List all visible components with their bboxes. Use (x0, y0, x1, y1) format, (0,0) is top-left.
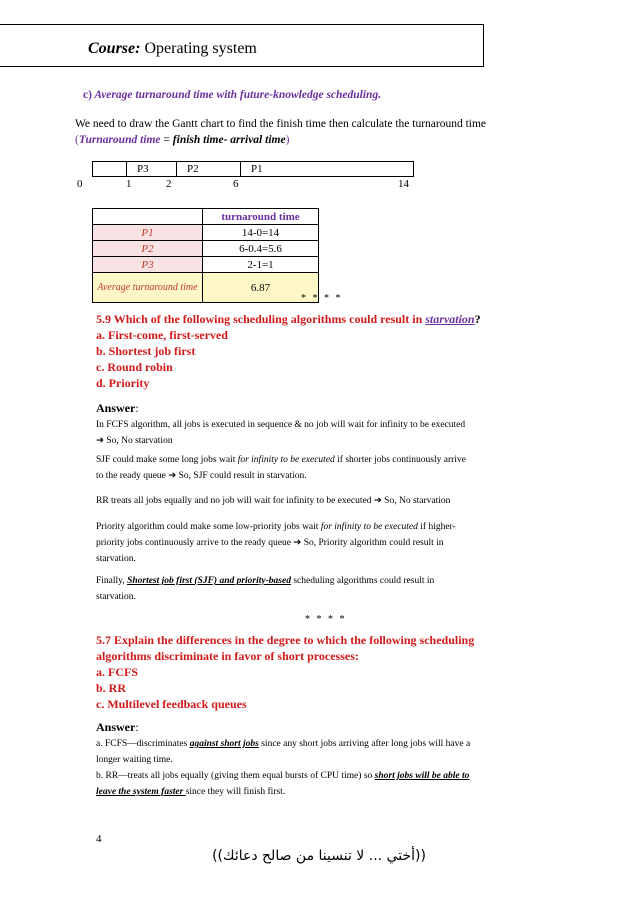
question-5-7-title (96, 632, 474, 664)
answer-label (96, 720, 139, 735)
gantt-tick: 6 (233, 178, 239, 190)
gantt-tick: 2 (166, 178, 172, 190)
option: a. First-come, first-served (96, 328, 228, 342)
option: d. Priority (96, 376, 150, 390)
section-c-letter: c) (83, 89, 92, 101)
table-row (93, 225, 319, 241)
gantt-cell: P1 (251, 163, 263, 175)
page-number: 4 (96, 833, 102, 845)
fcfs-answer (96, 417, 541, 449)
separator: * * * * (305, 614, 347, 625)
course-label: Course: (88, 40, 141, 57)
gantt-tick: 1 (126, 178, 132, 190)
final-emphasis: Shortest job first (SJF) and priority-based (127, 576, 291, 586)
priority-line3: starvation. (96, 554, 136, 564)
answer-label-text: Answer (96, 401, 136, 415)
rr-text: RR treats all jobs equally and no job will wait for infinity to be executed (96, 496, 374, 506)
answer-a-text-end: since any short jobs arriving after long jobs will have a (258, 739, 471, 749)
gantt-idle (93, 162, 127, 176)
final-text: Finally, (96, 576, 128, 586)
sjf-answer (96, 452, 541, 484)
answer-b-text-end: since they will finish first. (185, 787, 286, 797)
q57-title-line1: 5.7 Explain the differences in the degree to which the following scheduling (96, 633, 475, 647)
answer-b-text: b. RR—treats all jobs equally (giving them equal bursts of CPU time) so (96, 771, 375, 781)
formula-eq: = (163, 134, 170, 146)
process-cell: P3 (93, 257, 203, 273)
answer-a-text: a. FCFS—discriminates (96, 739, 190, 749)
answer-label (96, 401, 139, 416)
q59-title-text: 5.9 Which of the following scheduling algorithms could result in (96, 312, 426, 326)
right-arrow-icon: ➔ (168, 471, 177, 481)
answer-a-emphasis: against short jobs (189, 739, 259, 749)
answer-colon: : (135, 720, 139, 734)
sjf-result: So, SJF could result in starvation. (176, 471, 307, 481)
right-arrow-icon: ➔ (293, 538, 302, 548)
sjf-line2: to the ready queue (96, 471, 169, 481)
formula-rest: finish time- arrival time (172, 134, 286, 146)
gantt-chart (92, 161, 414, 177)
q59-title-end: ? (474, 312, 481, 326)
section-c-heading (83, 89, 381, 101)
priority-text-end: if higher- (417, 522, 456, 532)
intro-text: We need to draw the Gantt chart to find the finish time then calculate the turnaround time (75, 118, 487, 130)
separator: * * * * (301, 293, 343, 304)
course-name: Operating system (144, 40, 257, 57)
priority-line2: priority jobs continuously arrive to the ready queue (96, 538, 294, 548)
course-title (88, 40, 257, 58)
formula-label: Turnaround time (78, 134, 161, 146)
rr-answer (96, 493, 541, 509)
table-row (93, 273, 319, 303)
footer-arabic: ((أختي ... لا تنسينا من صالح دعائك)) (212, 848, 426, 864)
option: b. Shortest job first (96, 344, 196, 358)
table-row (93, 241, 319, 257)
option: b. RR (96, 681, 127, 695)
gantt-tick: 0 (77, 178, 83, 190)
final-answer (96, 573, 541, 605)
q59-key-term: starvation (425, 312, 475, 326)
table-header: turnaround time (203, 209, 319, 225)
turnaround-table (92, 208, 319, 303)
table-row (93, 257, 319, 273)
answer-colon: : (135, 401, 139, 415)
option: c. Multilevel feedback queues (96, 697, 247, 711)
process-cell: P1 (93, 225, 203, 241)
gantt-cell: P3 (127, 162, 177, 176)
sjf-italic: for infinity to be executed (237, 455, 335, 465)
formula-line (75, 134, 289, 146)
right-arrow-icon: ➔ (96, 436, 104, 446)
average-label: Average turnaround time (93, 273, 203, 303)
gantt-cell: P2 (177, 162, 241, 176)
final-line2: starvation. (96, 592, 136, 602)
answer-label-text: Answer (96, 720, 136, 734)
priority-text: Priority algorithm could make some low-priority jobs wait (96, 522, 321, 532)
gantt-tick: 14 (398, 178, 409, 190)
right-arrow-icon: ➔ (373, 496, 382, 506)
answer-b-emphasis: short jobs will be able to (374, 771, 470, 781)
process-cell: P2 (93, 241, 203, 257)
question-5-9-title (96, 311, 481, 327)
value-cell: 2-1=1 (203, 257, 319, 273)
priority-answer (96, 519, 541, 567)
sjf-text-end: if shorter jobs continuously arrive (334, 455, 466, 465)
value-cell: 14-0=14 (203, 225, 319, 241)
formula-open: ( (75, 134, 79, 146)
answer-b-emphasis2: leave the system faster (96, 787, 186, 797)
average-value: 6.87 (203, 273, 319, 303)
option: c. Round robin (96, 360, 173, 374)
section-c-title: Average turnaround time with future-knowledge scheduling. (94, 89, 382, 101)
fcfs-result: So, No starvation (106, 436, 173, 446)
answer-a-line2: longer waiting time. (96, 755, 173, 765)
fcfs-text: In FCFS algorithm, all jobs is executed in sequence & no job will wait for infinity to be executed (96, 420, 466, 430)
q57-title-line2: algorithms discriminate in favor of short processes: (96, 649, 359, 663)
priority-result: So, Priority algorithm could result in (301, 538, 444, 548)
option: a. FCFS (96, 665, 138, 679)
rr-result: So, No starvation (381, 496, 451, 506)
priority-italic: for infinity to be executed (320, 522, 418, 532)
table-corner (93, 209, 203, 225)
sjf-text: SJF could make some long jobs wait (96, 455, 238, 465)
q57-answer (96, 736, 541, 800)
formula-close: ) (285, 134, 290, 146)
value-cell: 6-0.4=5.6 (203, 241, 319, 257)
final-text-end: scheduling algorithms could result in (290, 576, 435, 586)
